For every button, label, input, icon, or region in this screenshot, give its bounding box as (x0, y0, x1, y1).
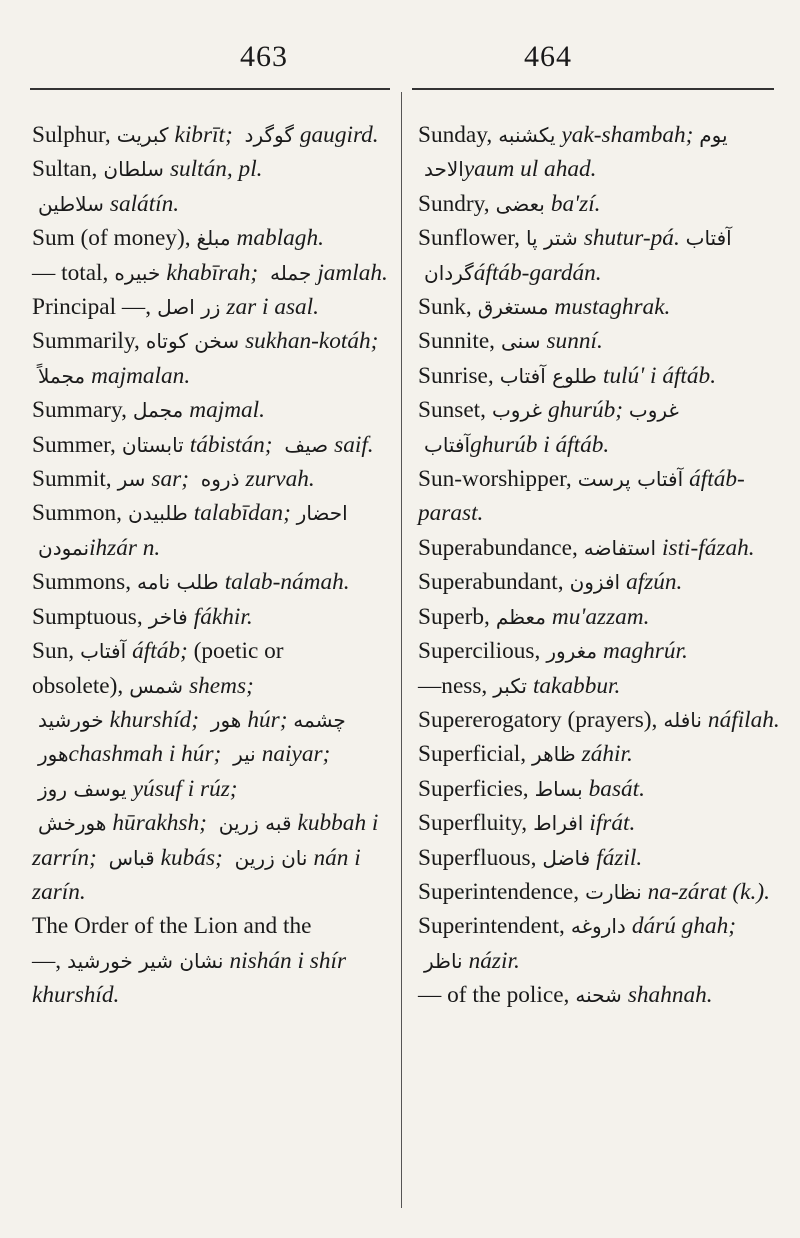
dictionary-entry (418, 875, 780, 909)
entry-headword: Sunrise, (418, 362, 494, 389)
entry-arabic: مبلغ (196, 226, 231, 251)
entry-transliteration: ghurúb i áftáb. (470, 431, 610, 458)
entry-arabic: نير (233, 742, 256, 767)
entry-transliteration: yaum ul ahad. (463, 156, 597, 183)
dictionary-entry (418, 221, 780, 290)
dictionary-entry (418, 772, 780, 806)
entry-arabic: كبريت (116, 123, 169, 147)
entry-transliteration: sar; (151, 466, 189, 493)
entry-arabic: ناظر (424, 948, 463, 973)
entry-headword: Superintendence, (418, 878, 580, 905)
entry-arabic: شمس (129, 673, 184, 698)
entry-headword: Superabundant, (418, 569, 564, 596)
header-rule-right (412, 88, 774, 90)
dictionary-entry (32, 565, 394, 599)
dictionary-entry (32, 462, 394, 496)
entry-arabic: تابستان (121, 432, 184, 457)
header-rule-left (30, 88, 390, 90)
dictionary-entry (418, 909, 780, 978)
entry-arabic: سخن كوتاه (145, 329, 240, 354)
left-column (32, 118, 394, 1013)
entry-transliteration: talab-námah. (224, 569, 350, 596)
entry-headword: Sundry, (418, 190, 490, 217)
entry-arabic: نظارت (585, 879, 642, 904)
entry-arabic: آفتاب پرست (577, 467, 684, 492)
entry-headword: Sulphur, (32, 122, 111, 148)
entry-headword: Sun, (32, 638, 75, 665)
entry-transliteration: fázil. (596, 844, 643, 871)
entry-arabic: مستغرق (477, 295, 549, 320)
entry-headword: Summons, (32, 569, 132, 596)
entry-arabic: احضار نمودن (38, 501, 348, 560)
entry-transliteration: khabīrah; (166, 259, 259, 286)
entry-headword: Sun-worshipper, (418, 466, 572, 493)
entry-arabic: چشمه هور (38, 707, 346, 767)
column-divider (401, 92, 402, 1208)
entry-headword: Summer, (32, 431, 116, 458)
entry-transliteration: salátín. (109, 190, 180, 217)
entry-headword: —ness, (418, 672, 488, 699)
entry-note: (poetic or obsolete), (32, 638, 284, 699)
entry-transliteration: áftáb-parast. (418, 466, 745, 527)
entry-transliteration: majmal. (189, 397, 265, 424)
entry-transliteration: tábistán; (189, 431, 273, 458)
entry-headword: The Order of the Lion and the —, (32, 913, 312, 974)
page-number-left: 463 (240, 40, 288, 73)
entry-arabic: بعضى (495, 191, 545, 216)
dictionary-entry (418, 324, 780, 358)
entry-arabic: گوگرد (244, 123, 294, 147)
entry-transliteration: mu'azzam. (551, 603, 650, 630)
dictionary-entry (418, 703, 780, 737)
entry-transliteration: shahnah. (627, 982, 713, 1009)
entry-headword: Superintendent, (418, 913, 565, 940)
entry-transliteration: záhir. (581, 741, 633, 768)
entry-arabic: طلوع آفتاب (499, 363, 597, 388)
entry-transliteration: nishán i shír khurshíd. (32, 947, 347, 1009)
entry-transliteration: na-zárat (k.). (647, 878, 770, 905)
entry-arabic: سنى (501, 329, 541, 354)
entry-transliteration: afzún. (626, 569, 683, 596)
dictionary-entry (418, 634, 780, 668)
entry-arabic: طلب نامه (137, 570, 219, 595)
entry-arabic: بساط (534, 776, 583, 801)
entry-transliteration: takabbur. (532, 672, 621, 699)
entry-arabic: مجمل (132, 398, 184, 423)
entry-arabic: مغرور (546, 639, 598, 664)
entry-arabic: قبه زرين (218, 811, 292, 836)
entry-transliteration: hūrakhsh; (112, 810, 207, 837)
entry-arabic: سلطان (103, 157, 164, 182)
entry-arabic: افزون (569, 570, 621, 595)
entry-transliteration: shems; (189, 672, 254, 699)
entry-arabic: قباس (108, 845, 155, 870)
entry-arabic: آفتاب گردان (424, 226, 732, 285)
entry-transliteration: tulú' i áftáb. (602, 362, 717, 389)
dictionary-entry (32, 393, 394, 427)
dictionary-entry (418, 737, 780, 771)
entry-transliteration: zurvah. (245, 466, 315, 493)
entry-transliteration: kubbah i zarrín; (32, 810, 379, 871)
entry-headword: Superb, (418, 603, 490, 630)
entry-headword: Sunday, (418, 122, 493, 148)
entry-arabic: فاخر (148, 604, 188, 629)
entry-arabic: سر (117, 467, 146, 492)
entry-headword: Summon, (32, 500, 122, 527)
entry-transliteration: yak-shambah; (561, 122, 694, 148)
entry-transliteration: sunní. (546, 328, 603, 355)
entry-headword: Superfluity, (418, 810, 528, 837)
entry-headword: Summit, (32, 466, 112, 493)
entry-transliteration: yúsuf i rúz; (132, 775, 238, 802)
dictionary-entry (418, 187, 780, 221)
entry-headword: Sum (of money), (32, 225, 191, 252)
entry-transliteration: sukhan-kotáh; (245, 328, 379, 355)
entry-headword: Supererogatory (prayers), (418, 706, 658, 733)
dictionary-entry (32, 290, 394, 324)
entry-transliteration: kibrīt; (174, 122, 233, 148)
entry-transliteration: zar i asal. (226, 294, 319, 321)
entry-transliteration: jamlah. (317, 259, 388, 286)
entry-arabic: هور (210, 707, 242, 732)
entry-headword: Summary, (32, 397, 127, 424)
entry-transliteration: áftáb-gardán. (473, 259, 602, 286)
entry-transliteration: mustaghrak. (554, 294, 671, 321)
entry-transliteration: talabīdan; (193, 500, 291, 527)
dictionary-entry (32, 909, 394, 1012)
entry-arabic: نافله (663, 707, 702, 732)
entry-arabic: استفاضه (583, 535, 657, 560)
entry-transliteration: ifrát. (589, 810, 636, 837)
dictionary-entry (32, 221, 394, 255)
dictionary-entry (32, 428, 394, 462)
entry-headword: Supercilious, (418, 638, 541, 665)
dictionary-entry (32, 600, 394, 634)
dictionary-entry (418, 669, 780, 703)
entry-arabic: طلبيدن (127, 501, 188, 526)
entry-transliteration: húr; (247, 706, 288, 733)
entry-headword: Superabundance, (418, 534, 578, 561)
entry-transliteration: mablagh. (236, 225, 324, 252)
entry-headword: Sumptuous, (32, 603, 143, 630)
entry-arabic: نشان شير خورشيد (67, 948, 224, 973)
entry-headword: Sunset, (418, 397, 486, 424)
dictionary-entry (418, 978, 780, 1012)
entry-arabic: مجملاً (38, 363, 86, 388)
entry-transliteration: ba'zí. (550, 190, 601, 217)
entry-arabic: تكبر (493, 673, 527, 698)
entry-arabic: خورشيد (38, 707, 104, 732)
dictionary-entry (32, 118, 394, 152)
entry-headword: — of the police, (418, 982, 570, 1009)
entry-transliteration: naiyar; (261, 741, 331, 768)
entry-transliteration: kubás; (160, 844, 223, 871)
dictionary-entry (418, 600, 780, 634)
entry-arabic: نان زرين (234, 845, 308, 870)
entry-arabic: خبيره (114, 260, 161, 285)
entry-transliteration: dárú ghah; (631, 913, 737, 940)
entry-transliteration: basát. (588, 775, 645, 802)
dictionary-entry (418, 806, 780, 840)
dictionary-entry (418, 462, 780, 531)
entry-headword: Summarily, (32, 328, 140, 355)
entry-headword: Sultan, (32, 156, 98, 183)
entry-transliteration: sultán, pl. (169, 156, 263, 183)
entry-headword: Superfluous, (418, 844, 537, 871)
dictionary-entry (418, 359, 780, 393)
entry-transliteration: khurshíd; (109, 706, 199, 733)
entry-arabic: زر اصل (157, 295, 221, 320)
entry-arabic: صيف (284, 432, 329, 457)
entry-arabic: هورخش (38, 811, 107, 836)
entry-headword: Sunnite, (418, 328, 496, 355)
entry-transliteration: shutur-pá. (583, 225, 680, 252)
entry-arabic: جمله (270, 260, 312, 285)
dictionary-entry (32, 496, 394, 565)
dictionary-entry (418, 393, 780, 462)
entry-transliteration: isti-fázah. (662, 534, 755, 561)
dictionary-entry (32, 152, 394, 221)
entry-transliteration: majmalan. (91, 362, 191, 389)
entry-arabic: ذروه (200, 467, 240, 492)
dictionary-entry (418, 531, 780, 565)
dictionary-entry (32, 324, 394, 393)
entry-headword: Superficial, (418, 741, 527, 768)
entry-arabic: يوسف روز (38, 776, 127, 801)
entry-arabic: غروب آفتاب (424, 398, 679, 457)
dictionary-entry (418, 118, 780, 187)
entry-arabic: سلاطين (38, 191, 104, 216)
entry-arabic: شتر پا (525, 226, 578, 251)
entry-transliteration: áftáb; (132, 638, 188, 665)
entry-headword: Sunflower, (418, 225, 520, 252)
entry-arabic: ظاهر (532, 742, 576, 767)
right-column (418, 118, 780, 1013)
entry-transliteration: chashmah i húr; (68, 741, 222, 768)
entry-arabic: فاضل (542, 845, 591, 870)
entry-headword: Sunk, (418, 294, 472, 321)
entry-arabic: يكشنبه (498, 123, 556, 147)
dictionary-entry (32, 634, 394, 909)
entry-arabic: داروغه (570, 914, 626, 939)
entry-transliteration: ghurúb; (547, 397, 624, 424)
entry-transliteration: gaugird. (299, 122, 379, 148)
dictionary-entry (418, 290, 780, 324)
entry-transliteration: maghrúr. (603, 638, 688, 665)
page-number-right: 464 (524, 40, 572, 73)
entry-transliteration: náfilah. (707, 706, 780, 733)
dictionary-entry (32, 256, 394, 290)
entry-transliteration: ihzár n. (89, 534, 161, 561)
entry-arabic: افراط (533, 811, 584, 836)
entry-transliteration: nán i zarín. (32, 844, 361, 905)
entry-transliteration: názir. (468, 947, 520, 974)
dictionary-entry (418, 565, 780, 599)
entry-headword: Superficies, (418, 775, 529, 802)
entry-transliteration: fákhir. (193, 603, 253, 630)
entry-headword: Principal —, (32, 294, 152, 321)
entry-arabic: يوم الاحد (424, 123, 728, 182)
entry-transliteration: saif. (334, 431, 374, 458)
entry-arabic: آفتاب (80, 639, 127, 664)
dictionary-entry (418, 841, 780, 875)
entry-arabic: غروب (491, 398, 542, 423)
entry-arabic: شحنه (575, 983, 622, 1008)
entry-arabic: معظم (495, 604, 546, 629)
entry-headword: — total, (32, 259, 109, 286)
